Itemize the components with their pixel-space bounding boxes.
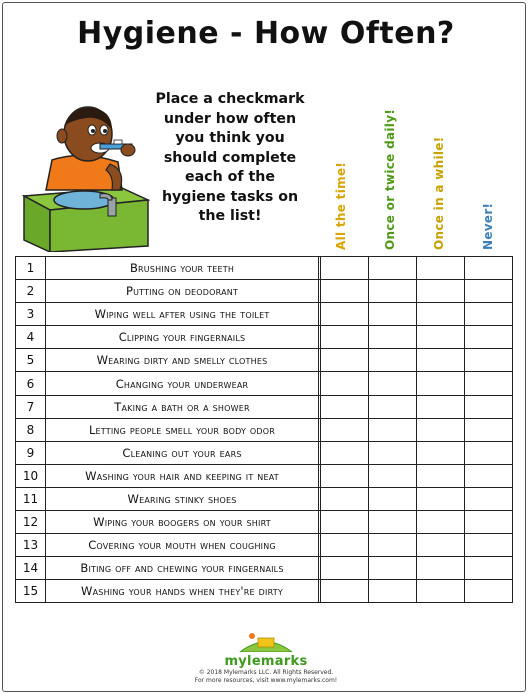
table-row [16,349,513,372]
checkbox-cell-never[interactable] [465,580,513,603]
table-row [16,487,513,510]
checkbox-cell-never[interactable] [465,326,513,349]
checkbox-cell-once-in-a-while[interactable] [417,303,465,326]
instruction-line: under how often [163,110,297,127]
page-title: Hygiene - How Often? [77,16,455,51]
checkbox-cell-once-or-twice-daily[interactable] [369,580,417,603]
task-label: Wiping your boogers on your shirt [46,511,319,534]
instruction-line: each of the [184,169,275,185]
table-row [16,534,513,557]
checkbox-cell-never[interactable] [465,395,513,418]
checkbox-cell-never[interactable] [465,280,513,303]
checkbox-cell-once-in-a-while[interactable] [417,534,465,557]
row-number: 8 [16,418,46,441]
row-number: 7 [16,395,46,418]
task-label: Taking a bath or a shower [46,395,319,418]
resources-text: For more resources, visit www.mylemarks.com! [194,677,338,684]
checkbox-cell-never[interactable] [465,557,513,580]
checkbox-cell-all-the-time[interactable] [321,511,369,534]
checkbox-cell-once-in-a-while[interactable] [417,395,465,418]
checkbox-cell-once-or-twice-daily[interactable] [369,280,417,303]
checkbox-cell-once-or-twice-daily[interactable] [369,395,417,418]
checkbox-cell-once-in-a-while[interactable] [417,441,465,464]
table-row [16,257,513,280]
row-number: 6 [16,372,46,395]
task-label: Changing your underwear [46,372,319,395]
table-row [16,372,513,395]
checkbox-cell-all-the-time[interactable] [321,257,369,280]
checkbox-cell-all-the-time[interactable] [321,395,369,418]
checkbox-cell-once-in-a-while[interactable] [417,511,465,534]
task-label: Brushing your teeth [46,257,319,280]
checkbox-cell-never[interactable] [465,487,513,510]
checkbox-cell-once-in-a-while[interactable] [417,326,465,349]
checkbox-cell-never[interactable] [465,464,513,487]
column-header-never: Never! [481,202,495,250]
checkbox-cell-once-in-a-while[interactable] [417,418,465,441]
brand-logo-text: mylemarks [224,654,308,669]
checkbox-cell-never[interactable] [465,349,513,372]
row-number: 11 [16,487,46,510]
table-row [16,511,513,534]
checkbox-cell-once-or-twice-daily[interactable] [369,326,417,349]
checkbox-cell-all-the-time[interactable] [321,487,369,510]
checkbox-cell-never[interactable] [465,441,513,464]
checkbox-cell-all-the-time[interactable] [321,280,369,303]
table-row [16,326,513,349]
checkbox-cell-all-the-time[interactable] [321,557,369,580]
instruction-line: you think you [175,130,285,146]
checkbox-cell-once-in-a-while[interactable] [417,280,465,303]
instruction-line: the list! [198,208,262,224]
boy-brushing-teeth-illustration [22,100,150,252]
instruction-line: hygiene tasks on [161,188,299,205]
column-header-once-in-a-while: Once in a while! [432,136,446,250]
row-number: 12 [16,511,46,534]
task-label: Clipping your fingernails [46,326,319,349]
task-label: Putting on deodorant [46,280,319,303]
hygiene-tasks-table [15,256,513,603]
checkbox-cell-never[interactable] [465,372,513,395]
checkbox-cell-once-or-twice-daily[interactable] [369,257,417,280]
table-row [16,303,513,326]
row-number: 15 [16,580,46,603]
checkbox-cell-all-the-time[interactable] [321,372,369,395]
footer [0,630,532,685]
row-number: 2 [16,280,46,303]
checkbox-cell-once-in-a-while[interactable] [417,487,465,510]
checkbox-cell-all-the-time[interactable] [321,349,369,372]
task-label: Letting people smell your body odor [46,418,319,441]
column-header-once-or-twice-daily: Once or twice daily! [383,108,397,250]
row-number: 14 [16,557,46,580]
row-number: 13 [16,534,46,557]
task-label: Washing your hands when they're dirty [46,580,319,603]
checkbox-cell-once-in-a-while[interactable] [417,372,465,395]
checkbox-cell-all-the-time[interactable] [321,418,369,441]
checkbox-cell-never[interactable] [465,511,513,534]
task-label: Washing your hair and keeping it neat [46,464,319,487]
mylemarks-logo-icon [236,630,296,652]
checkbox-cell-once-or-twice-daily[interactable] [369,372,417,395]
checkbox-cell-once-or-twice-daily[interactable] [369,303,417,326]
copyright-text: © 2018 Mylemarks LLC. All Rights Reserved. [198,669,334,676]
checkbox-cell-never[interactable] [465,303,513,326]
table-row [16,464,513,487]
checkbox-cell-all-the-time[interactable] [321,464,369,487]
row-number: 9 [16,441,46,464]
task-label: Covering your mouth when coughing [46,534,319,557]
checkbox-cell-once-or-twice-daily[interactable] [369,534,417,557]
instructions-text [150,90,310,227]
task-label: Wearing dirty and smelly clothes [46,349,319,372]
table-row [16,395,513,418]
checkbox-cell-once-or-twice-daily[interactable] [369,511,417,534]
row-number: 1 [16,257,46,280]
checkbox-cell-once-in-a-while[interactable] [417,580,465,603]
checkbox-cell-once-or-twice-daily[interactable] [369,349,417,372]
checkbox-cell-all-the-time[interactable] [321,326,369,349]
checkbox-cell-never[interactable] [465,418,513,441]
table-row [16,557,513,580]
checkbox-cell-all-the-time[interactable] [321,534,369,557]
checkbox-cell-all-the-time[interactable] [321,580,369,603]
task-label: Biting off and chewing your fingernails [46,557,319,580]
checkbox-cell-never[interactable] [465,257,513,280]
checkbox-cell-once-in-a-while[interactable] [417,464,465,487]
column-header-all-the-time: All the time! [334,161,348,250]
row-number: 5 [16,349,46,372]
checkbox-cell-once-in-a-while[interactable] [417,257,465,280]
task-label: Wearing stinky shoes [46,487,319,510]
task-label: Cleaning out your ears [46,441,319,464]
checkbox-cell-once-or-twice-daily[interactable] [369,441,417,464]
checkbox-cell-all-the-time[interactable] [321,303,369,326]
task-label: Wiping well after using the toilet [46,303,319,326]
row-number: 3 [16,303,46,326]
checkbox-cell-once-or-twice-daily[interactable] [369,418,417,441]
checkbox-cell-once-or-twice-daily[interactable] [369,487,417,510]
checkbox-cell-all-the-time[interactable] [321,441,369,464]
checkbox-cell-once-or-twice-daily[interactable] [369,557,417,580]
row-number: 4 [16,326,46,349]
table-row [16,418,513,441]
table-row [16,441,513,464]
checkbox-cell-never[interactable] [465,534,513,557]
row-number: 10 [16,464,46,487]
table-row [16,580,513,603]
checkbox-cell-once-or-twice-daily[interactable] [369,464,417,487]
instruction-line: Place a checkmark [155,91,305,107]
table-row [16,280,513,303]
checkbox-cell-once-in-a-while[interactable] [417,349,465,372]
instruction-line: should complete [163,149,297,166]
checkbox-cell-once-in-a-while[interactable] [417,557,465,580]
